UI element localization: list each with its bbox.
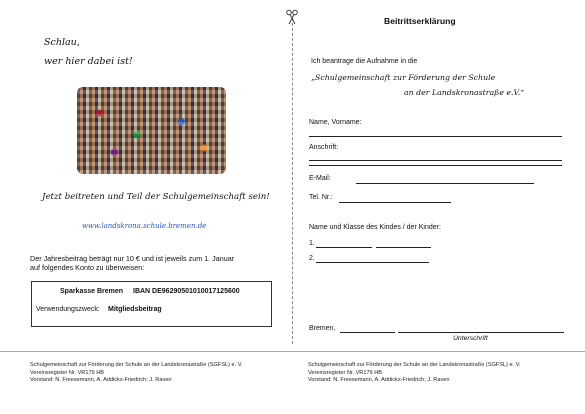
intro-text: Ich beantrage die Aufnahme in die: [311, 58, 418, 65]
child-1-name-field[interactable]: [316, 247, 372, 248]
name-field[interactable]: [309, 136, 562, 137]
child-2-prefix: 2.: [309, 255, 315, 262]
footer-left-line-1: Schulgemeinschaft zur Förderung der Schule an der Landskronastraße (SGFSL) e. V.: [30, 362, 243, 368]
bank-details-box: [31, 281, 272, 327]
address-label: Anschrift:: [309, 144, 339, 151]
children-label: Name und Klasse des Kindes / der Kinder:: [309, 224, 441, 231]
group-photo: [77, 87, 226, 174]
address-field-line-1[interactable]: [309, 160, 562, 161]
footer-left-line-2: Vereinsregister Nr. VR179 HB: [30, 369, 104, 376]
phone-label: Tel. Nr.:: [309, 194, 333, 201]
footer-left: [30, 362, 242, 385]
slogan-line-1: Schlau,: [44, 37, 80, 48]
scissors-icon: [284, 9, 300, 25]
cut-line: [292, 18, 293, 344]
fee-text-line-1: Der Jahresbeitrag beträgt nur 10 € und ist jeweils zum 1. Januar: [30, 254, 235, 263]
address-field-line-2[interactable]: [309, 165, 562, 166]
iban: IBAN DE96290501010017125600: [133, 288, 240, 295]
footer-right: [308, 362, 520, 385]
slogan-line-2: wer hier dabei ist!: [44, 56, 133, 67]
email-label: E-Mail:: [309, 175, 331, 182]
email-field[interactable]: [356, 183, 534, 184]
purpose-label: Verwendungszweck:: [36, 306, 100, 313]
child-2-name-field[interactable]: [316, 262, 429, 263]
footer-divider: [0, 351, 585, 352]
org-name-line-1: „Schulgemeinschaft zur Förderung der Schule: [311, 73, 496, 82]
footer-left-line-3: Vorstand: N. Freesemann, A. Addicks-Friedrich; J. Raven: [30, 377, 172, 384]
phone-field[interactable]: [339, 202, 451, 203]
cta-text: Jetzt beitreten und Teil der Schulgemeinschaft sein!: [42, 192, 270, 202]
purpose-value: Mitgliedsbeitrag: [108, 306, 162, 313]
bank-name: Sparkasse Bremen: [60, 288, 124, 295]
child-1-class-field[interactable]: [376, 247, 431, 248]
signature-label: Unterschrift: [453, 335, 488, 342]
footer-right-line-1: Schulgemeinschaft zur Förderung der Schule an der Landskronastraße (SGFSL) e. V.: [308, 362, 521, 368]
footer-right-line-3: Vorstand: N. Freesemann, A. Addicks-Friedrich; J. Raven: [308, 377, 450, 384]
org-name-line-2: an der Landskronastraße e.V.“: [404, 88, 525, 97]
place-label: Bremen,: [309, 325, 336, 332]
name-label: Name, Vorname:: [309, 119, 362, 126]
footer-right-line-2: Vereinsregister Nr. VR179 HB: [308, 369, 382, 376]
date-field[interactable]: [340, 332, 395, 333]
website-link[interactable]: www.landskrona.schule.bremen.de: [82, 222, 207, 230]
fee-text-line-2: auf folgendes Konto zu überweisen:: [30, 263, 145, 272]
form-title: Beitrittserklärung: [384, 16, 456, 26]
signature-field[interactable]: [398, 332, 564, 333]
child-1-prefix: 1.: [309, 240, 315, 247]
